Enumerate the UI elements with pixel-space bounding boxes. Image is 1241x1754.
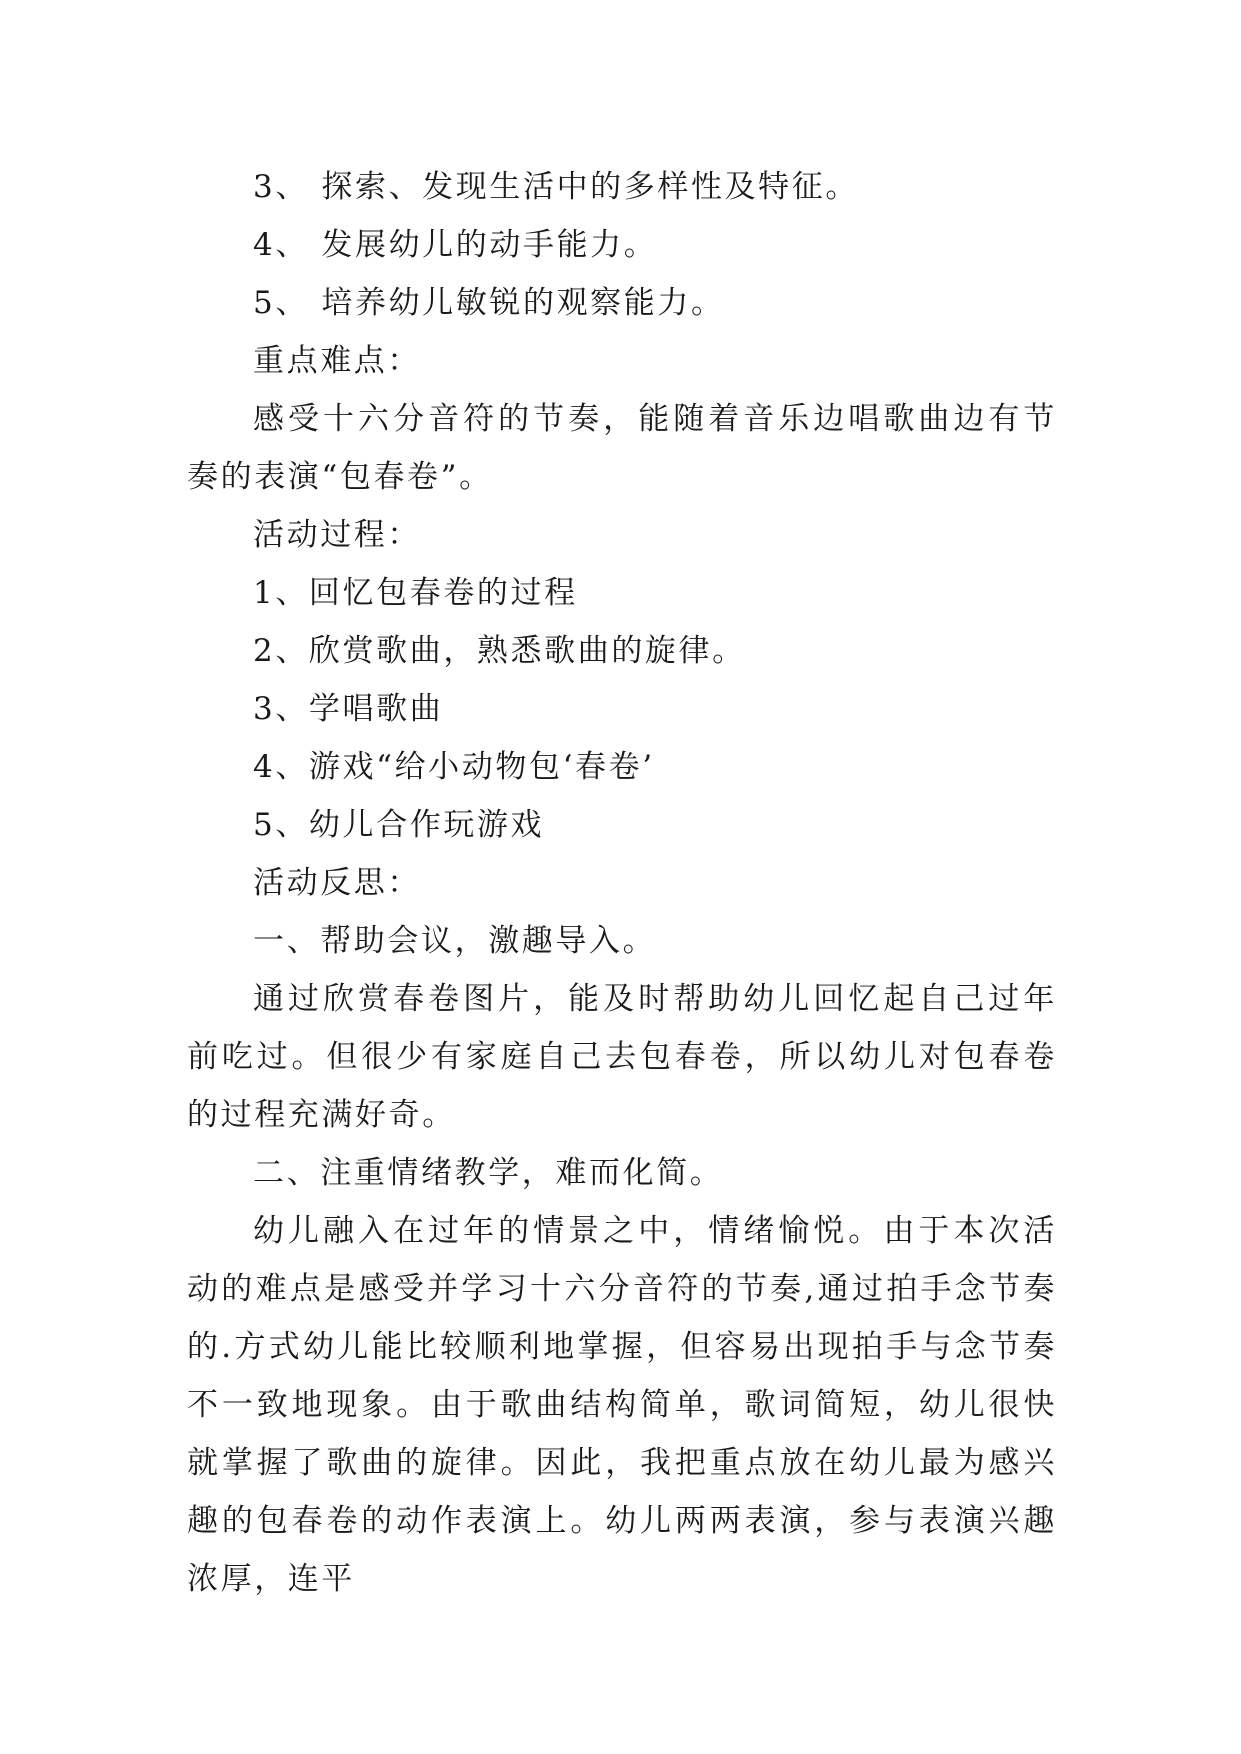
key-difficulty-text: 感受十六分音符的节奏，能随着音乐边唱歌曲边有节奏的表演“包春卷”。 xyxy=(187,401,1057,495)
reflection-point-2-heading: 二、注重情绪教学，难而化简。 xyxy=(253,1155,724,1191)
process-step-3: 3、学唱歌曲 xyxy=(253,691,444,727)
key-difficulty-heading: 重点难点： xyxy=(253,343,421,379)
reflection-point-1-heading: 一、帮助会议，激趣导入。 xyxy=(253,923,657,959)
process-step-2: 2、欣赏歌曲，熟悉歌曲的旋律。 xyxy=(253,633,746,669)
process-step-1: 1、回忆包春卷的过程 xyxy=(253,575,578,611)
objective-4: 4、 发展幼儿的动手能力。 xyxy=(253,227,658,263)
process-step-5: 5、幼儿合作玩游戏 xyxy=(253,807,545,843)
reflection-point-2-text: 幼儿融入在过年的情景之中，情绪愉悦。由于本次活动的难点是感受并学习十六分音符的节奏,通过拍手念节奏的.方式幼儿能比较顺利地掌握，但容易出现拍手与念节奏不一致地现象。由于歌曲结构简单，歌词简短，幼儿很快就掌握了歌曲的旋律。因此，我把重点放在幼儿最为感兴趣的包春卷的动作表演上。幼儿两两表演，参与表演兴趣浓厚，连平 xyxy=(187,1213,1057,1597)
document-body xyxy=(187,158,1057,1608)
objective-5: 5、 培养幼儿敏锐的观察能力。 xyxy=(253,285,725,321)
process-step-4: 4、游戏“给小动物包‘春卷’ xyxy=(253,749,655,785)
objective-3: 3、 探索、发现生活中的多样性及特征。 xyxy=(253,169,859,205)
activity-process-heading: 活动过程： xyxy=(253,517,421,553)
reflection-point-1-text: 通过欣赏春卷图片，能及时帮助幼儿回忆起自己过年前吃过。但很少有家庭自己去包春卷，所以幼儿对包春卷的过程充满好奇。 xyxy=(187,981,1057,1133)
reflection-heading: 活动反思： xyxy=(253,865,421,901)
